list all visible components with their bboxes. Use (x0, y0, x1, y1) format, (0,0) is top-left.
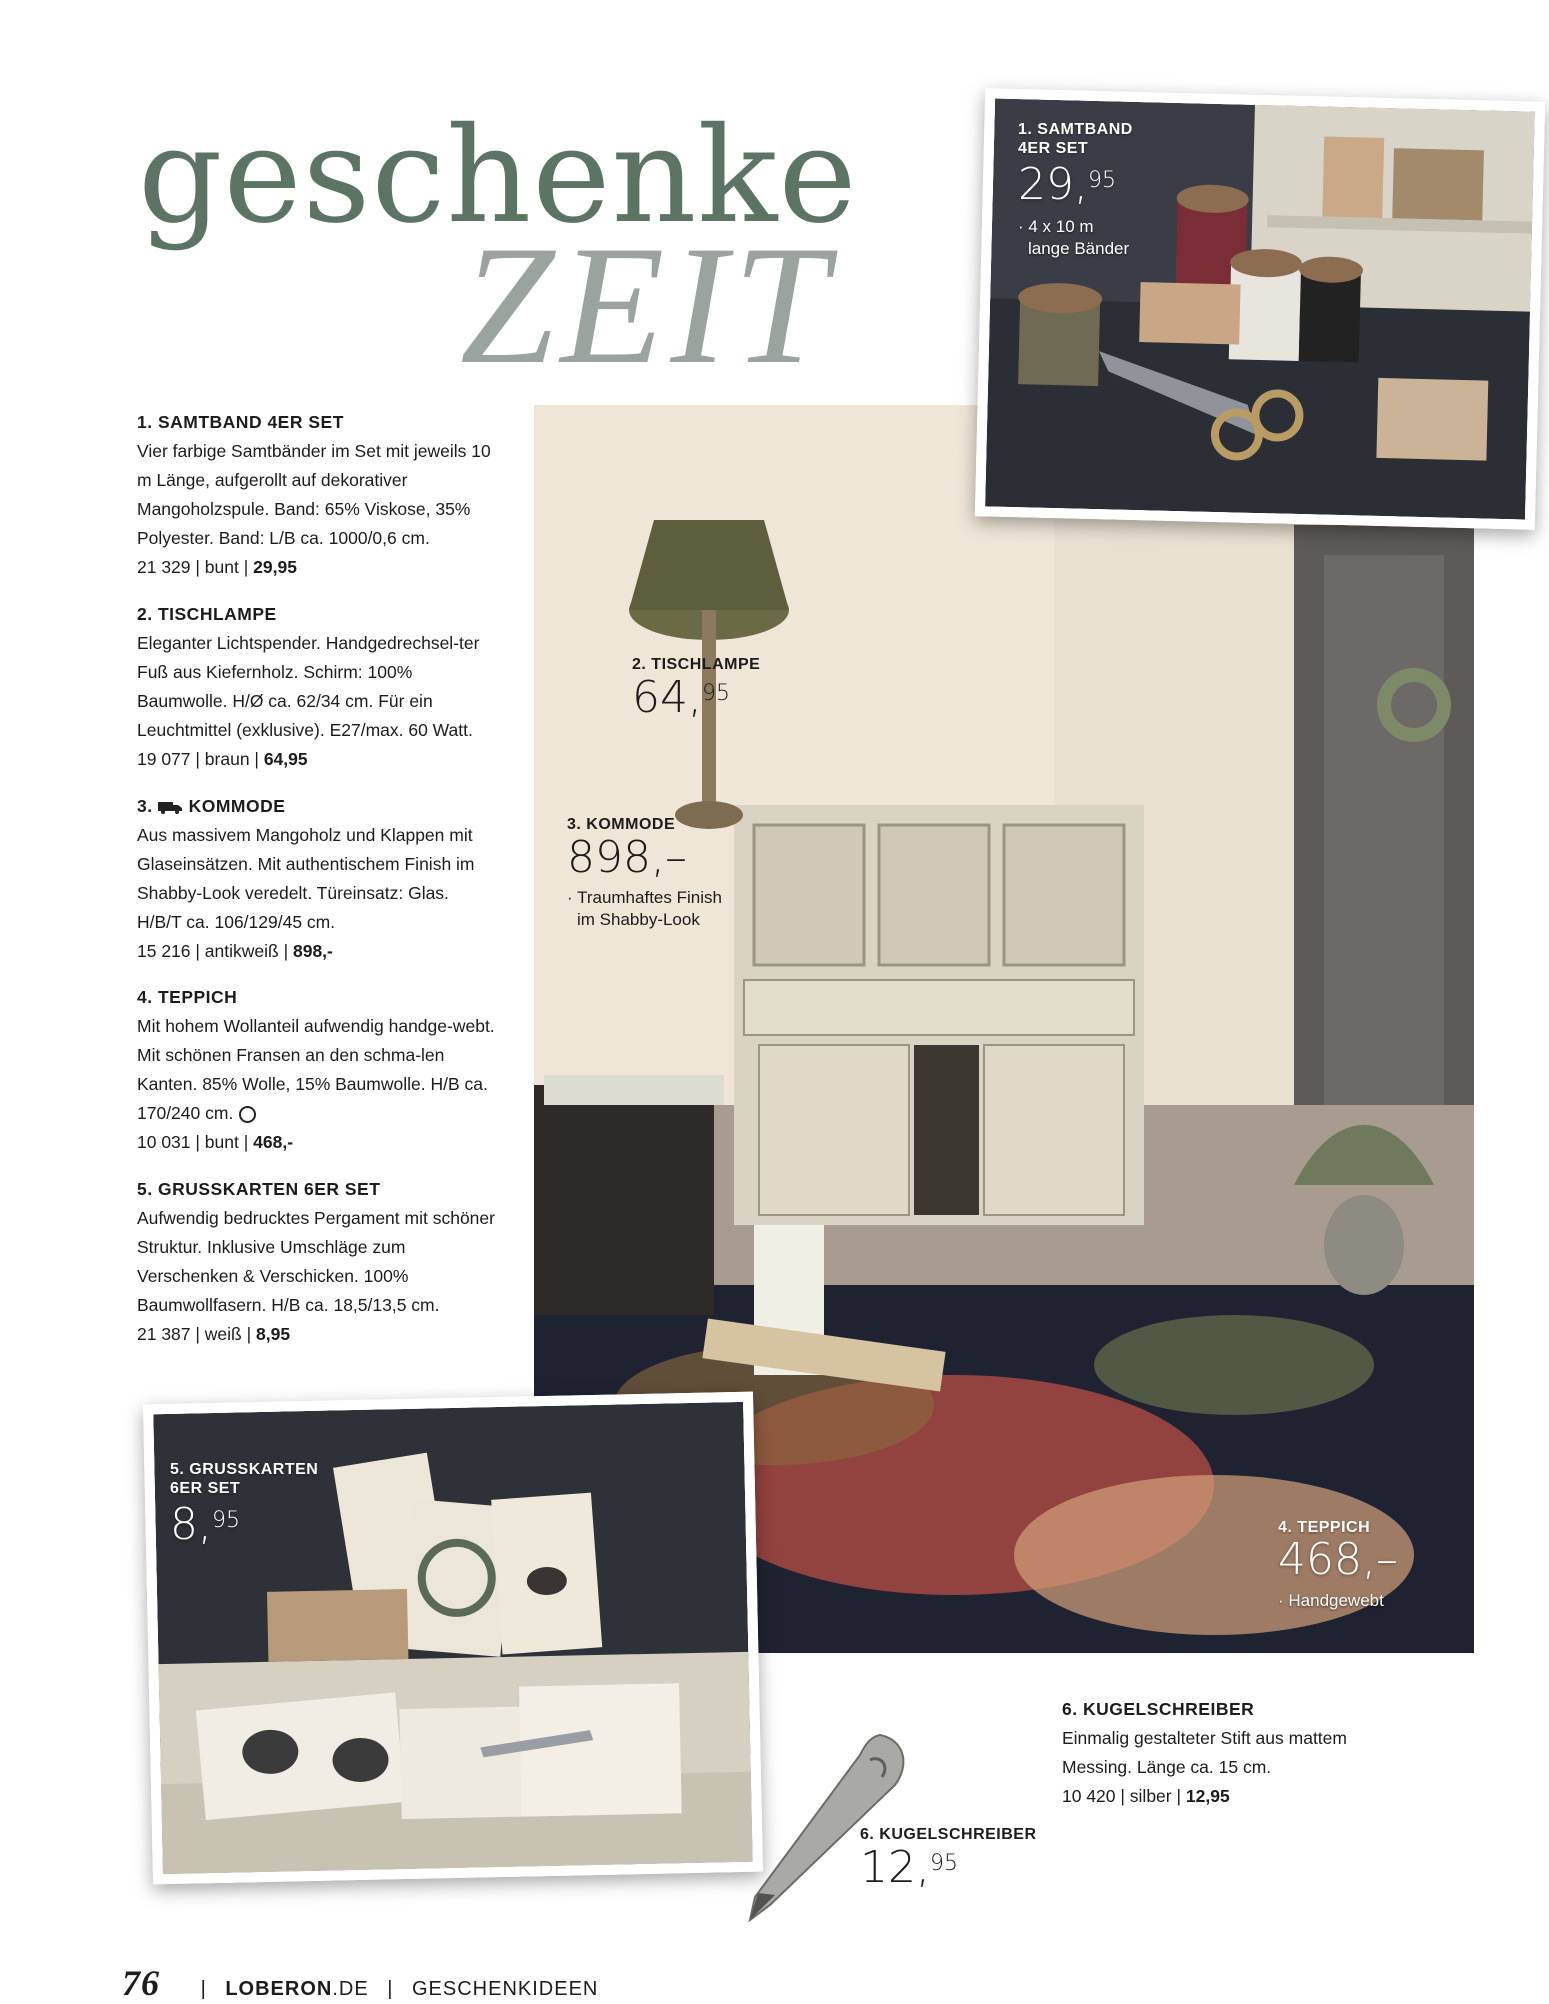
page-footer (122, 1962, 598, 2004)
footer-brand-suffix: .DE (332, 1978, 369, 2000)
photo-label-grusskarten-title: 5. GRUSSKARTEN 6ER SET (170, 1461, 319, 1497)
product-text: Aus massivem Mangoholz und Klappen mit Glaseinsätzen. Mit authentischem Finish im Shabby-Look veredelt. Türeinsatz: Glas. H/B/T ca. 106/129/45 cm. (137, 825, 475, 932)
photo-label-teppich-price: 468,– (1278, 1534, 1398, 1585)
footer-separator: | (200, 1978, 207, 2000)
photo-label-samtband-title: 1. SAMTBAND 4ER SET (1018, 121, 1133, 157)
photo-label-teppich-title: 4. TEPPICH (1278, 1519, 1371, 1536)
product-description-kommode (137, 792, 497, 966)
product-description-samtband (137, 408, 497, 582)
product-title: 4. TEPPICH (137, 987, 238, 1007)
photo-label-teppich-note: · Handgewebt (1278, 1591, 1384, 1610)
product-title: 2. TISCHLAMPE (137, 604, 277, 624)
product-price: 898,- (292, 941, 333, 961)
photo-label-kugelschreiber-title: 6. KUGELSCHREIBER (860, 1826, 1037, 1843)
product-description-teppich (137, 983, 497, 1157)
product-title: 1. SAMTBAND 4ER SET (137, 412, 344, 432)
photo-label-kommode-note: · Traumhaftes Finish im Shabby-Look (567, 888, 722, 929)
product-code: 19 077 | braun | 64,95 (137, 749, 308, 769)
product-title: 6. KUGELSCHREIBER (1062, 1699, 1255, 1719)
product-code: 15 216 | antikweiß | 898,- (137, 941, 333, 961)
footer-brand[interactable]: LOBERON (225, 1978, 333, 2000)
photo-label-kugelschreiber-price: 12,95 (860, 1842, 958, 1893)
headline-geschenke: geschenke (138, 99, 858, 253)
truck-icon (157, 800, 183, 814)
product-text: Vier farbige Samtbänder im Set mit jeweils 10 m Länge, aufgerollt auf dekorativer Mangoholzspule. Band: 65% Viskose, 35% Polyester. Band: L/B ca. 1000/0,6 cm. (137, 441, 491, 548)
product-text: Aufwendig bedrucktes Pergament mit schöner Struktur. Inklusive Umschläge zum Verschenken & Verschicken. 100% Baumwollfasern. H/B ca. 18,5/13,5 cm. (137, 1208, 495, 1315)
product-text: Einmalig gestalteter Stift aus mattem Messing. Länge ca. 15 cm. (1062, 1728, 1347, 1777)
product-description-kugelschreiber (1062, 1695, 1372, 1811)
footer-separator: | (387, 1978, 394, 2000)
page-number: 76 (122, 1963, 160, 2003)
product-text: Eleganter Lichtspender. Handgedrechsel-ter Fuß aus Kiefernholz. Schirm: 100% Baumwolle. H/Ø ca. 62/34 cm. Für ein Leuchtmittel (exklusive). E27/max. 60 Watt. (137, 633, 480, 740)
photo-label-samtband-price: 29,95 (1018, 159, 1116, 210)
product-title: 5. GRUSSKARTEN 6ER SET (137, 1179, 381, 1199)
photo-label-samtband-note: · 4 x 10 m lange Bänder (1018, 217, 1130, 258)
photo-label-tischlampe-title: 2. TISCHLAMPE (632, 656, 761, 673)
photo-label-tischlampe-price: 64,95 (632, 672, 730, 723)
product-price: 468,- (253, 1132, 294, 1152)
product-price: 29,95 (253, 557, 297, 577)
product-title: 3. KOMMODE (137, 796, 286, 816)
product-code: 21 387 | weiß | 8,95 (137, 1324, 291, 1344)
photo-label-kommode-title: 3. KOMMODE (567, 816, 676, 833)
photo-label-grusskarten-price: 8,95 (170, 1499, 240, 1550)
product-code: 10 420 | silber | 12,95 (1062, 1786, 1230, 1806)
footer-section: GESCHENKIDEEN (412, 1978, 599, 2000)
product-code: 10 031 | bunt | 468,- (137, 1132, 294, 1152)
product-text: Mit hohem Wollanteil aufwendig handge-webt. Mit schönen Fransen an den schma-len Kanten. 85% Wolle, 15% Baumwolle. H/B ca. 170/240 cm. (137, 1016, 495, 1123)
product-description-tischlampe (137, 600, 497, 774)
circle-icon (239, 1106, 256, 1123)
headline-zeit: ZEIT (460, 211, 834, 399)
product-price: 12,95 (1185, 1786, 1230, 1806)
product-price: 64,95 (263, 749, 308, 769)
product-description-grusskarten (137, 1175, 497, 1349)
product-price: 8,95 (256, 1324, 291, 1344)
product-code: 21 329 | bunt | 29,95 (137, 557, 297, 577)
photo-label-kommode-price: 898,– (567, 832, 687, 883)
